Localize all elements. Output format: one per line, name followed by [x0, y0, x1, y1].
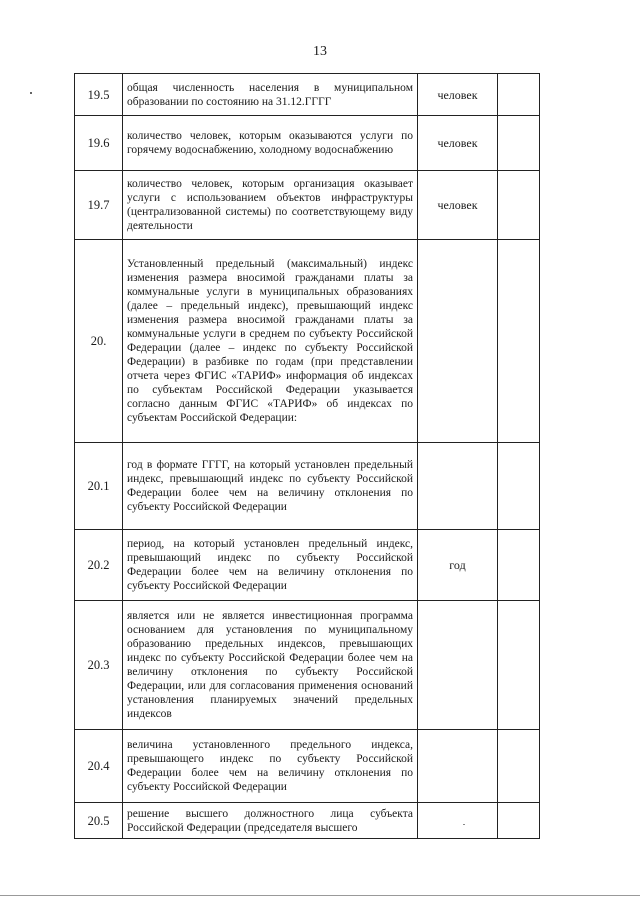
row-unit: [418, 803, 498, 839]
table-row: [75, 74, 540, 116]
row-number: 19.7: [75, 171, 123, 240]
table-row: [75, 116, 540, 171]
row-value: [498, 803, 540, 839]
row-value: [498, 601, 540, 730]
row-value: [498, 530, 540, 601]
row-number: 19.6: [75, 116, 123, 171]
scan-speck: [463, 824, 465, 825]
row-unit: человек: [418, 171, 498, 240]
row-description: Установленный предельный (максимальный) индекс изменения размера вносимой гражданами платы за коммунальные услуги в муниципальных образованиях (далее – предельный индекс), превышающий индекс изменения размера вносимой гражданами платы за коммунальные услуги в среднем по субъекту Российской Федерации (далее – индекс по субъекту Российской Федерации) в разбивке по годам (при представлении отчета через ФГИС «ТАРИФ» информация об индексах по субъектам Российской Федерации указывается согласно данным ФГИС «ТАРИФ» об индексах по субъектам Российской Федерации:: [123, 240, 418, 443]
row-value: [498, 116, 540, 171]
row-value: [498, 240, 540, 443]
row-number: 20.: [75, 240, 123, 443]
row-number: 20.1: [75, 443, 123, 530]
page-number: 13: [313, 44, 327, 59]
row-description: количество человек, которым организация оказывает услуги с использованием объектов инфраструктуры (централизованной системы) по соответствующему виду деятельности: [123, 171, 418, 240]
row-unit: год: [418, 530, 498, 601]
row-description: общая численность населения в муниципальном образовании по состоянию на 31.12.ГГГГ: [123, 74, 418, 116]
row-description: период, на который установлен предельный индекс, превышающий индекс по субъекту Российской Федерации более чем на величину отклонения по субъекту Российской Федерации: [123, 530, 418, 601]
row-unit: человек: [418, 116, 498, 171]
row-unit: человек: [418, 74, 498, 116]
row-number: 19.5: [75, 74, 123, 116]
row-number: 20.2: [75, 530, 123, 601]
indicator-table: [74, 73, 540, 839]
table-row: [75, 803, 540, 839]
row-unit: [418, 601, 498, 730]
row-description: величина установленного предельного индекса, превышающего индекс по субъекту Российской Федерации более чем на величину отклонения по субъекту Российской Федерации: [123, 730, 418, 803]
row-description: год в формате ГГГГ, на который установлен предельный индекс, превышающий индекс по субъекту Российской Федерации более чем на величину отклонения по субъекту Российской Федерации: [123, 443, 418, 530]
table-row: [75, 601, 540, 730]
table-row: [75, 240, 540, 443]
row-value: [498, 443, 540, 530]
row-value: [498, 74, 540, 116]
row-value: [498, 171, 540, 240]
row-description: решение высшего должностного лица субъекта Российской Федерации (председателя высшего: [123, 803, 418, 839]
table-row: [75, 530, 540, 601]
row-unit: [418, 730, 498, 803]
row-description: количество человек, которым оказываются услуги по горячему водоснабжению, холодному водоснабжению: [123, 116, 418, 171]
table-row: [75, 730, 540, 803]
row-value: [498, 730, 540, 803]
row-number: 20.4: [75, 730, 123, 803]
row-number: 20.5: [75, 803, 123, 839]
row-description: является или не является инвестиционная программа основанием для установления по муниципальному образованию предельных индексов, превышающих индекс по субъекту Российской Федерации более чем на величину отклонения по субъекту Российской Федерации, или для согласования применения оснований установления планируемых значений предельных индексов: [123, 601, 418, 730]
scan-speck: [30, 92, 32, 94]
scan-edge-line: [0, 895, 640, 896]
row-number: 20.3: [75, 601, 123, 730]
table-row: [75, 443, 540, 530]
row-unit: [418, 240, 498, 443]
table-row: [75, 171, 540, 240]
row-unit: [418, 443, 498, 530]
